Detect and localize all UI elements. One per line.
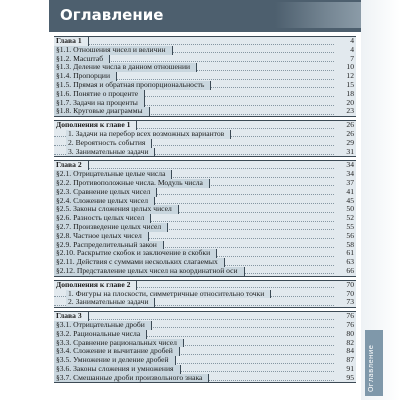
toc-entry-row[interactable] xyxy=(54,148,356,157)
entry-title: §3.6. Законы сложения и умножения xyxy=(54,365,181,374)
page-title: Оглавление xyxy=(60,6,164,24)
entry-title: §2.5. Законы сложения целых чисел xyxy=(54,205,179,214)
book-page xyxy=(49,0,361,400)
page-number: 4 xyxy=(336,46,354,55)
entry-title: §1.1. Отношения чисел и величин xyxy=(54,46,173,55)
entry-title: 3. Занимательные задачи xyxy=(66,148,155,157)
page-number: 50 xyxy=(336,205,354,214)
edge-tab-label: Оглавление xyxy=(367,344,375,392)
page-number: 12 xyxy=(336,72,354,81)
page-number: 95 xyxy=(336,374,354,383)
page-number: 91 xyxy=(336,365,354,374)
chapter-title: Дополнения к главе 2 xyxy=(54,281,137,290)
entry-title: §2.10. Раскрытие скобок и заключение в скобки xyxy=(54,249,217,258)
page-number: 63 xyxy=(336,258,354,267)
edge-tab xyxy=(365,330,383,396)
page-number: 76 xyxy=(336,321,354,330)
page-number: 76 xyxy=(336,312,354,321)
entry-title: §2.1. Отрицательные целые числа xyxy=(54,170,172,179)
page-number: 7 xyxy=(336,55,354,64)
entry-title: §3.5. Умножение и деление дробей xyxy=(54,356,176,365)
entry-title: §3.2. Рациональные числа xyxy=(54,330,147,339)
entry-title: §3.7. Смешанные дроби произвольного знака xyxy=(54,374,209,383)
entry-title: §1.3. Деление числа в данном отношении xyxy=(54,63,197,72)
page-number: 41 xyxy=(336,188,354,197)
entry-title: §3.4. Сложение и вычитание дробей xyxy=(54,347,180,356)
entry-title: 1. Фигуры на плоскости, симметричные относительно точки xyxy=(66,290,271,299)
entry-title: §3.3. Сравнение рациональных чисел xyxy=(54,339,184,348)
toc-entry-row[interactable] xyxy=(54,107,356,116)
page-number: 18 xyxy=(336,90,354,99)
page-number: 26 xyxy=(336,130,354,139)
page-number: 87 xyxy=(336,356,354,365)
page-number: 66 xyxy=(336,267,354,276)
page-number: 56 xyxy=(336,232,354,241)
page-number: 34 xyxy=(336,161,354,170)
page-number: 34 xyxy=(336,170,354,179)
toc-entry-row[interactable] xyxy=(54,374,356,383)
toc-section xyxy=(54,311,356,383)
chapter-title: Глава 1 xyxy=(54,37,89,46)
entry-title: §1.6. Понятие о проценте xyxy=(54,90,145,99)
page-number: 20 xyxy=(336,99,354,108)
entry-title: §1.7. Задачи на проценты xyxy=(54,99,145,108)
page-number: 10 xyxy=(336,63,354,72)
entry-title: §1.5. Прямая и обратная пропорциональность xyxy=(54,81,211,90)
chapter-title: Глава 2 xyxy=(54,161,89,170)
entry-title: §2.2. Противоположные числа. Модуль числа xyxy=(54,179,210,188)
page-number: 4 xyxy=(336,37,354,46)
page-number: 80 xyxy=(336,330,354,339)
page-number: 84 xyxy=(336,347,354,356)
entry-title: §2.9. Распределительный закон xyxy=(54,241,164,250)
entry-title: §1.8. Круговые диаграммы xyxy=(54,107,150,116)
entry-title: §2.8. Частное целых чисел xyxy=(54,232,149,241)
page-number: 52 xyxy=(336,214,354,223)
page-edge xyxy=(361,0,400,400)
entry-title: §2.11. Действия с суммами нескольких слагаемых xyxy=(54,258,225,267)
page-number: 31 xyxy=(336,148,354,157)
toc-section xyxy=(54,120,356,157)
page-number: 15 xyxy=(336,81,354,90)
entry-title: §3.1. Отрицательные дроби xyxy=(54,321,152,330)
entry-title: §2.7. Произведение целых чисел xyxy=(54,223,168,232)
page-number: 61 xyxy=(336,249,354,258)
chapter-title: Глава 3 xyxy=(54,312,89,321)
page-number: 82 xyxy=(336,339,354,348)
toc-section xyxy=(54,160,356,276)
page-number: 26 xyxy=(336,121,354,130)
page-number: 70 xyxy=(336,290,354,299)
page-header xyxy=(49,0,361,32)
page-number: 70 xyxy=(336,281,354,290)
toc-section xyxy=(54,36,356,117)
entry-title: 1. Задачи на перебор всех возможных вариантов xyxy=(66,130,231,139)
entry-title: 2. Вероятность события xyxy=(66,139,152,148)
entry-title: §2.12. Представление целых чисел на координатной оси xyxy=(54,267,245,276)
page-number: 73 xyxy=(336,298,354,307)
page-number: 45 xyxy=(336,197,354,206)
page-number: 55 xyxy=(336,223,354,232)
entry-title: §1.4. Пропорции xyxy=(54,72,117,81)
entry-title: §1.2. Масштаб xyxy=(54,55,110,64)
entry-title: §2.4. Сложение целых чисел xyxy=(54,197,155,206)
chapter-title: Дополнения к главе 1 xyxy=(54,121,137,130)
page-number: 29 xyxy=(336,139,354,148)
page-number: 58 xyxy=(336,241,354,250)
entry-title: §2.6. Разность целых чисел xyxy=(54,214,151,223)
page-number: 23 xyxy=(336,107,354,116)
table-of-contents xyxy=(49,36,361,383)
toc-section xyxy=(54,280,356,308)
toc-entry-row[interactable] xyxy=(54,298,356,307)
entry-title: §2.3. Сравнение целых чисел xyxy=(54,188,157,197)
header-ribbon xyxy=(275,2,361,28)
entry-title: 2. Занимательные задачи xyxy=(66,298,155,307)
page-number: 37 xyxy=(336,179,354,188)
toc-entry-row[interactable] xyxy=(54,267,356,276)
